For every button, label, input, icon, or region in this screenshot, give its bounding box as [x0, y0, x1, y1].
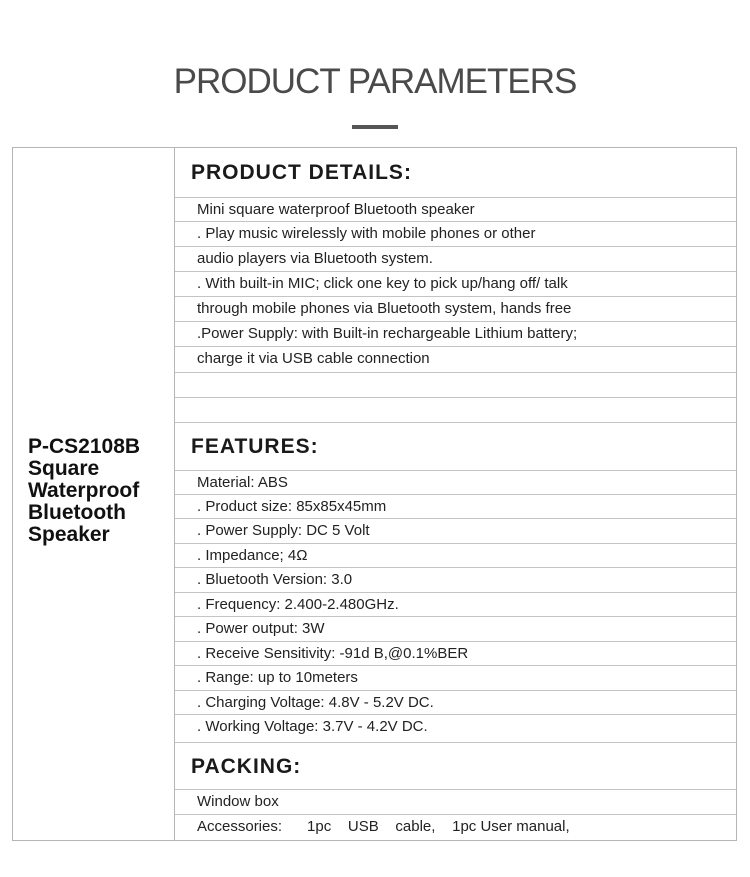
product-name-cell [13, 148, 175, 840]
details-row: through mobile phones via Bluetooth system, hands free [175, 297, 736, 322]
details-row-empty [175, 398, 736, 423]
details-row-empty [175, 373, 736, 398]
features-row: . Power output: 3W [175, 617, 736, 642]
product-name-line: Waterproof [28, 479, 140, 502]
packing-row: Accessories: 1pc USB cable, 1pc User manual, [197, 818, 570, 835]
product-name-line: Bluetooth [28, 501, 126, 524]
details-row: charge it via USB cable connection [175, 347, 736, 373]
details-row: audio players via Bluetooth system. [175, 247, 736, 272]
features-row: . Power Supply: DC 5 Volt [175, 519, 736, 544]
product-name [28, 436, 173, 546]
title-divider [352, 125, 398, 129]
features-row: Material: ABS [175, 471, 736, 495]
specs-column [175, 148, 736, 840]
features-row: . Bluetooth Version: 3.0 [175, 568, 736, 593]
parameters-table [12, 147, 737, 841]
features-row: . Frequency: 2.400-2.480GHz. [175, 593, 736, 617]
features-row: . Charging Voltage: 4.8V - 5.2V DC. [175, 691, 736, 715]
product-name-line: Speaker [28, 523, 110, 546]
details-row: .Power Supply: with Built-in rechargeable Lithium battery; [175, 322, 736, 347]
section-heading-packing: PACKING: [175, 743, 736, 790]
details-row: . Play music wirelessly with mobile phones or other [175, 222, 736, 247]
features-row: . Range: up to 10meters [175, 666, 736, 691]
section-heading-product-details: PRODUCT DETAILS: [175, 148, 736, 198]
packing-row: Window box [175, 790, 736, 815]
details-row: Mini square waterproof Bluetooth speaker [175, 198, 736, 222]
product-name-line: Square [28, 457, 100, 480]
details-row: . With built-in MIC; click one key to pick up/hang off/ talk [175, 272, 736, 297]
features-row: . Impedance; 4Ω [175, 544, 736, 568]
features-row: . Receive Sensitivity: -91d B,@0.1%BER [175, 642, 736, 666]
section-heading-features: FEATURES: [175, 423, 736, 471]
product-name-line: P-CS2108B [28, 435, 141, 458]
page-title: PRODUCT PARAMETERS [173, 62, 577, 101]
features-row: . Product size: 85x85x45mm [175, 495, 736, 519]
features-row: . Working Voltage: 3.7V - 4.2V DC. [175, 715, 736, 743]
